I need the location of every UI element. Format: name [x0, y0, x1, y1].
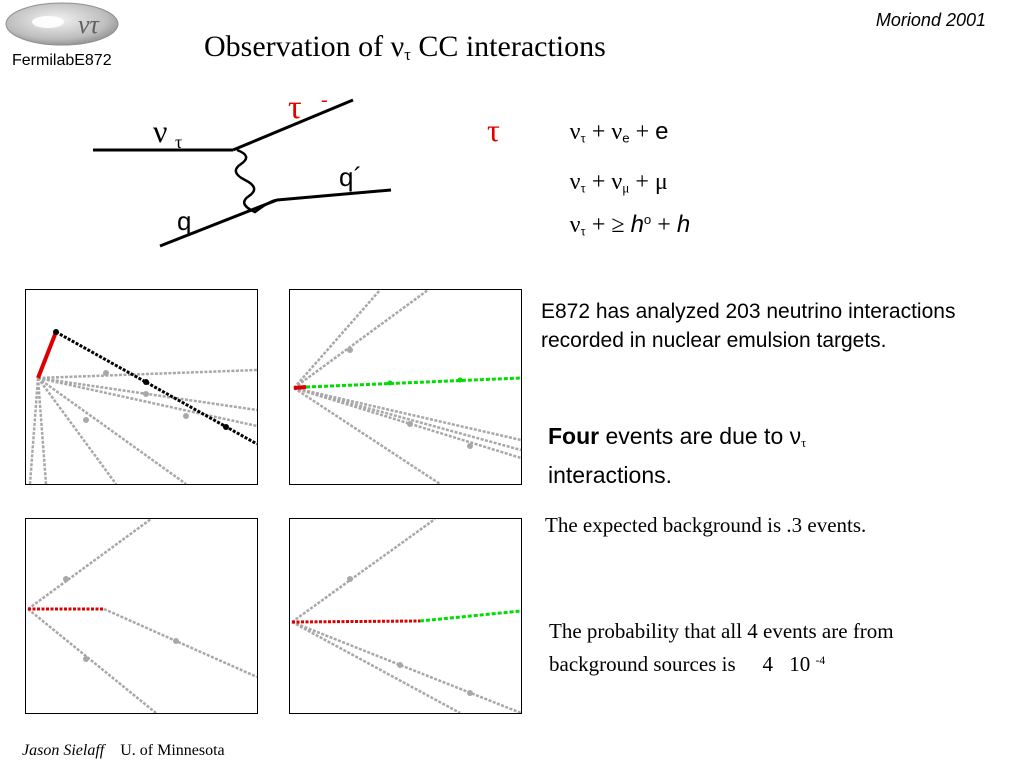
author-name: Jason Sielaff [22, 742, 105, 759]
analysis-summary: E872 has analyzed 203 neutrino interactions recorded in nuclear emulsion targets. [541, 300, 956, 352]
tau-events-statement: Four events are due to $\nu_\tau$ interactions. [548, 423, 807, 489]
affiliation: U. of Minnesota [120, 742, 225, 759]
q-label: q [177, 206, 192, 236]
lab-name: FermilabE872 [12, 52, 112, 69]
footer [22, 742, 225, 760]
decay-electron: $\nu_\tau + \nu_e + e$ [545, 118, 644, 146]
nu-label-sub: τ [175, 132, 183, 152]
experiment-logo [0, 0, 125, 60]
nu-label: ν [153, 113, 168, 149]
page-title: Observation of $\nu_\tau$ CC interactions [204, 30, 606, 65]
event-display-4 [289, 518, 522, 714]
tau-symbol: τ [487, 112, 500, 148]
decay-muon: $\nu_\tau + \nu_\mu + \mu$ [545, 169, 644, 196]
qprime-label: q´ [339, 162, 363, 192]
event-display-3 [25, 518, 258, 714]
logo-text: ντ [78, 10, 99, 39]
tau-charge: - [321, 89, 328, 111]
event-display-2 [289, 289, 522, 485]
decay-hadron: $\nu_\tau$ + ≥ $h^o + h$ [545, 211, 666, 239]
feynman-diagram [85, 88, 415, 263]
background-statement: The expected background is .3 events. [545, 513, 867, 537]
tau-label: τ [288, 89, 302, 126]
event-display-1 [25, 289, 258, 485]
conference-label: Moriond 2001 [875, 10, 986, 30]
qprime-line [277, 190, 391, 200]
probability-statement: The probability that all 4 events are from background sources is 4 10 $^{-4}$ [549, 619, 894, 676]
